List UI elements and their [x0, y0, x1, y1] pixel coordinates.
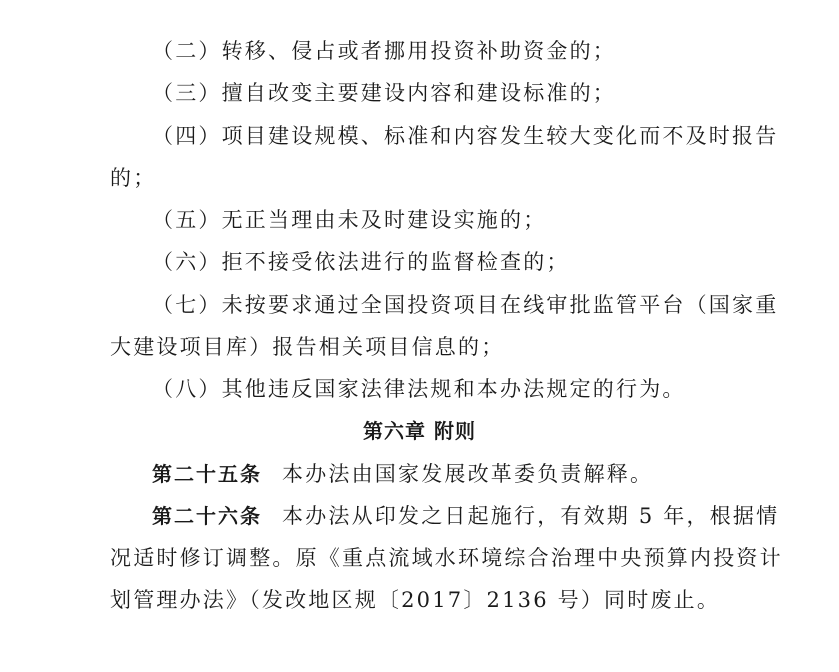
- article-26: [152, 502, 779, 530]
- clause-item-3: （三）擅自改变主要建设内容和建设标准的；: [152, 81, 616, 105]
- article-26-text-line-2: 况适时修订调整。原《重点流域水环境综合治理中央预算内投资计: [110, 546, 783, 570]
- clause-item-8: （八）其他违反国家法律法规和本办法规定的行为。: [152, 377, 686, 401]
- article-25-label: 第二十五条: [152, 462, 262, 486]
- article-26-label: 第二十六条: [152, 504, 262, 528]
- clause-item-7: （七）未按要求通过全国投资项目在线审批监管平台（国家重: [152, 293, 779, 317]
- clause-item-4: （四）项目建设规模、标准和内容发生较大变化而不及时报告: [152, 124, 779, 148]
- article-25: [152, 460, 653, 488]
- clause-item-6: （六）拒不接受依法进行的监督检查的；: [152, 250, 570, 274]
- article-26-text-line-1: 本办法从印发之日起施行，有效期 5 年，根据情: [282, 504, 780, 528]
- article-25-text: 本办法由国家发展改革委负责解释。: [282, 462, 654, 486]
- clause-item-7-continued: 大建设项目库）报告相关项目信息的；: [110, 335, 505, 359]
- clause-item-5: （五）无正当理由未及时建设实施的；: [152, 208, 547, 232]
- chapter-heading: 第六章 附则: [363, 419, 476, 443]
- article-26-text-line-3: 划管理办法》（发改地区规〔2017〕2136 号）同时废止。: [110, 588, 721, 612]
- clause-item-4-continued: 的；: [110, 166, 157, 190]
- clause-item-2: （二）转移、侵占或者挪用投资补助资金的；: [152, 39, 616, 63]
